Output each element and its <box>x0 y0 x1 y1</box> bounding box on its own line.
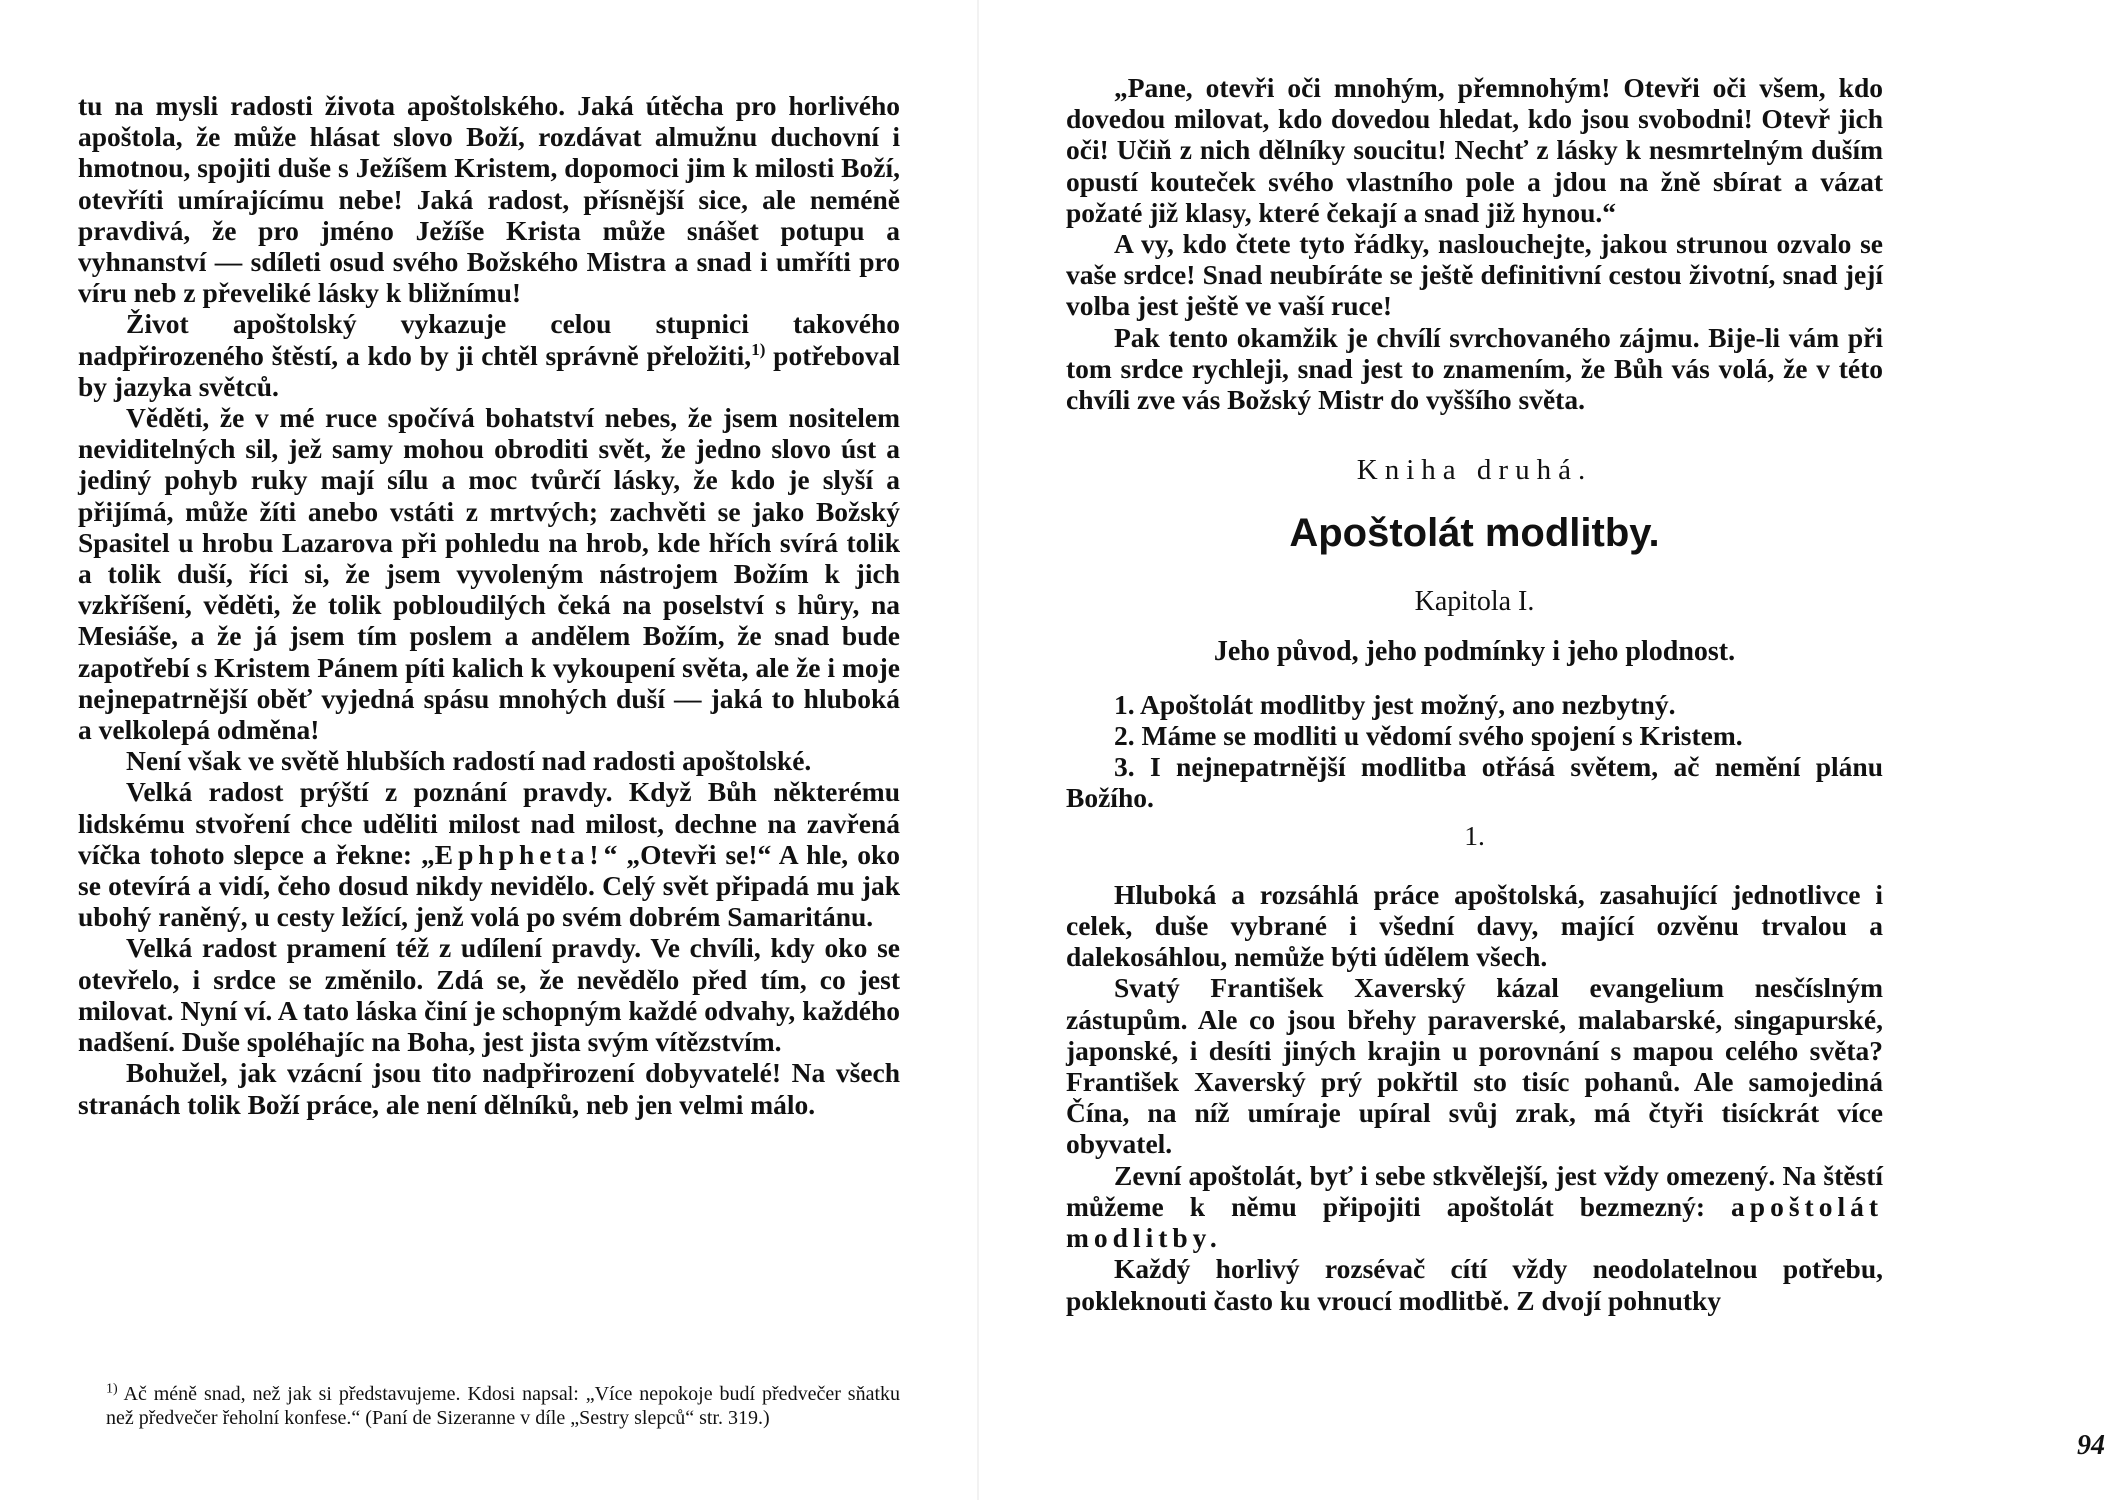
section-title: Apoštolát modlitby. <box>1289 511 1660 556</box>
footnote-reference[interactable]: 1) <box>751 339 766 359</box>
paragraph: Není však ve světě hlubších radostí nad radosti apoštolské. <box>126 745 812 777</box>
summary-point: 2. Máme se modliti u vědomí svého spojení s Kristem. <box>1114 720 1743 752</box>
paragraph: Pak tento okamžik je chvílí svrchovaného zájmu. Bije-li vám při tom srdce rychleji, snad jest to znamením, že Bůh vás volá, že v této chvíli zve vás Božský Mistr do vyššího světa. <box>1066 321 1883 416</box>
paragraph-text: Velká radost prýští z poznání pravdy. Když Bůh některému lidskému stvoření chce uděliti milost nad milost, dechne na zavřená víčka tohoto slepce a řekne: „ <box>78 776 900 870</box>
paragraph: Velká radost pramení též z udílení pravdy. Ve chvíli, kdy oko se otevřelo, i srdce se změnilo. Zdá se, že nevědělo před tím, co jest milovat. Nyní ví. A tato láska činí je schopným každé odvahy, každého nadšení. Duše spoléhajíc na Boha, jest jista svým vítězstvím. <box>78 932 900 1058</box>
summary-point: 3. I nejnepatrnější modlitba otřásá světem, ač nemění plánu Božího. <box>1066 751 1883 814</box>
paragraph: Hluboká a rozsáhlá práce apoštolská, zasahující jednotlivce i celek, duše vybrané i všední davy, mající ozvěnu trvalou a dalekosáhlou, nemůže býti údělem všech. <box>1066 878 1883 973</box>
section-number: 1. <box>1464 819 1485 851</box>
right-page-text-column <box>1066 72 1883 1316</box>
paragraph: Bohužel, jak vzácní jsou tito nadpřirození dobyvatelé! Na všech stranách tolik Boží práce, ale není dělníků, neb jen velmi málo. <box>78 1057 900 1120</box>
book-label: Kniha druhá. <box>1356 454 1593 487</box>
chapter-label: Kapitola I. <box>1414 586 1535 618</box>
chapter-subtitle: Jeho původ, jeho podmínky i jeho plodnost. <box>1213 635 1736 667</box>
page-number: 94 <box>2077 1430 2105 1461</box>
paragraph-text: “ „Otevři se!“ A hle, oko se otevírá a vidí, čeho dosud nikdy nevidělo. Celý svět připadá mu jak ubohý raněný, u cesty ležící, jenž volá po svém dobrém Samaritánu. <box>78 838 900 933</box>
paragraph-text: potřeboval by jazyka světců. <box>78 339 900 402</box>
emphasized-phrase: apoštolát modlitby. <box>1066 1190 1883 1254</box>
paragraph: „Pane, otevři oči mnohým, přemnohým! Otevři oči všem, kdo dovedou milovat, kdo dovedou hledat, kdo jsou svobodni! Otevř jich oči! Učiň z nich dělníky soucitu! Nechť z lásky k nesmrtelným duším opustí kouteček svého vlastního pole a jdou na žně sbírat a vázat požaté již klasy, které čekají a snad již hynou.“ <box>1066 72 1883 228</box>
paragraph-text: Zevní apoštolát, byť i sebe stkvělejší, jest vždy omezený. Na štěstí můžeme k němu připojiti apoštolát bezmezný: <box>1066 1159 1883 1222</box>
paragraph: A vy, kdo čtete tyto řádky, naslouchejte, jakou strunou ozvalo se vaše srdce! Snad neubíráte se ještě definitivní cestou životní, snad její volba jest ještě ve vaší ruce! <box>1066 228 1883 322</box>
right-page <box>979 0 2105 1500</box>
left-page <box>0 0 979 1500</box>
paragraph: tu na mysli radosti života apoštolského. Jaká útěcha pro horlivého apoštola, že může hlásat slovo Boží, rozdávat almužnu duchovní i hmotnou, spojiti duše s Ježíšem Kristem, dopomoci jim k milosti Boží, otevříti umírajícímu nebe! Jaká radost, přísnější sice, ale neméně pravdivá, že pro jméno Ježíše Krista může snášet potupu a vyhnanství — sdíleti osud svého Božského Mistra a snad i umříti pro víru neb z převeliké lásky k bližnímu! <box>78 90 900 309</box>
paragraph: Věděti, že v mé ruce spočívá bohatství nebes, že jsem nositelem neviditelných sil, jež samy mohou obroditi svět, že jedno slovo úst a jediný pohyb ruky mají sílu a moc tvůrčí lásky, že kdo je slyší a přijímá, může žíti anebo vstáti z mrtvých; zachvěti se jako Božský Spasitel u hrobu Lazarova při pohledu na hrob, kde hřích svírá tolik a tolik duší, říci si, že jsem vyvoleným nástrojem Božím k jich vzkříšení, věděti, že tolik pobloudilých čeká na poselství s hůry, na Mesiáše, a že já jsem tím poslem a andělem Božím, že snad bude zapotřebí s Kristem Pánem píti kalich k vykoupení světa, ale že i moje nejnepatrnější oběť vyjedná spásu mnohých duší — jaká to hluboká a velkolepá odměna! <box>78 402 900 746</box>
paragraph: Každý horlivý rozsévač cítí vždy neodolatelnou potřebu, pokleknouti často ku vroucí modlitbě. Z dvojí pohnutky <box>1066 1253 1883 1316</box>
paragraph <box>78 776 900 932</box>
footnote-mark: 1) <box>106 1381 118 1397</box>
left-page-text-column <box>78 90 900 1120</box>
summary-point: 1. Apoštolát modlitby jest možný, ano nezbytný. <box>1114 688 1676 720</box>
paragraph <box>1066 1160 1883 1254</box>
paragraph <box>78 308 900 402</box>
paragraph-text: Život apoštolský vykazuje celou stupnici takového nadpřirozeného štěstí, a kdo by ji chtěl správně přeložiti, <box>78 308 900 371</box>
emphasized-word: Ephpheta! <box>434 838 604 870</box>
footnote <box>106 1382 900 1430</box>
footnote-text: Ač méně snad, než jak si představujeme. Kdosi napsal: „Více nepokoje budí předvečer sňatku než předvečer řeholní konfese.“ (Paní de Sizeranne v díle „Sestry slepců“ str. 319.) <box>106 1383 900 1429</box>
paragraph: Svatý František Xaverský kázal evangelium nesčíslným zástupům. Ale co jsou břehy paraverské, malabarské, singapurské, japonské, i desíti jiných krajin u porovnání s mapou celého světa? František Xaverský prý pokřtil sto tisíc pohanů. Ale samojediná Čína, na níž umíraje upíral svůj zrak, má čtyři tisíckrát více obyvatel. <box>1066 972 1883 1160</box>
